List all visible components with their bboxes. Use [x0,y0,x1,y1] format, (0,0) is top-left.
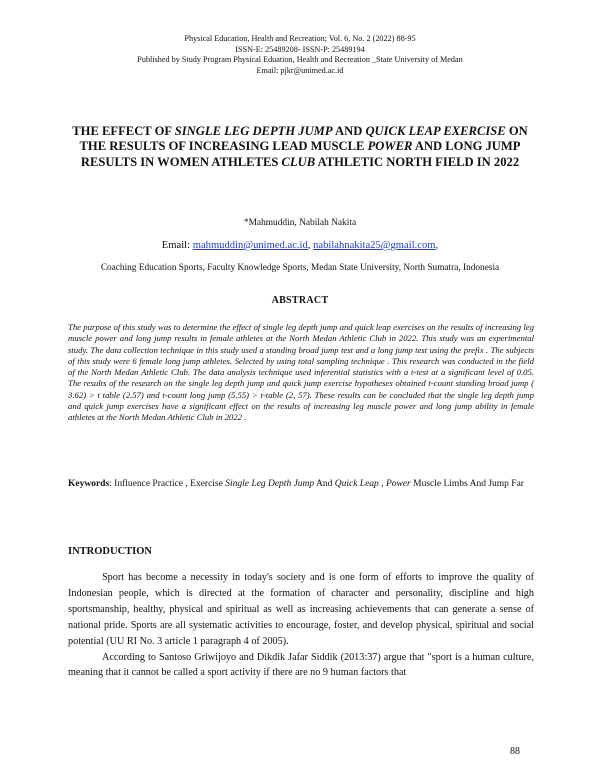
journal-email: Email: pjkr@unimed.ac.id [256,65,344,75]
paragraph: According to Santoso Griwijoyo and Dikdik Jafar Siddik (2013:37) argue that "sport is a human culture, meaning that it cannot be called a sport activity if there are no 9 human factors that [68,651,534,679]
journal-publisher: Published by Study Program Physical Eduation, Health and Recreation _State University of Medan [137,55,463,64]
journal-issn: ISSN-E: 25489208- ISSN-P: 25489194 [235,44,365,54]
abstract-text: The purpose of this study was to determine the effect of single leg depth jump and quick leap exercises on the results of increasing leg muscle power and long jump results in female athletes at the North Medan Athletic Club in 2022. This study was an experimental study. The data collection technique in this study used a standing broad jump test and a long jump test using the prefix . The subjects of this study were 6 female long jump athletes. Selected by using total sampling technique . This research was conducted in the field of the North Medan Athletic Club. The data analysis technique used inferential statistics with a t-test at a significant level of 0.05. The results of the research on the single leg depth jump and quick jump exercise hypotheses obtained t-count standing broad jump ( 3.62) > t table (2.57) and t-count long jump (5.55) > t-table (2, 57). These results can be concluded that the single leg depth jump and quick jump exercises have a significant effect on the results of increasing leg muscle power and long jump ability in female athletes at the North Medan Athletic Club in 2022 . [68,322,534,423]
page-number: 88 [510,746,520,757]
email-link-1[interactable]: mahmuddin@unimed.ac.id [192,240,308,251]
author-emails: Email: mahmuddin@unimed.ac.id, nabilahnakita25@gmail.com, [161,240,439,251]
authors: *Mahmuddin, Nabilah Nakita [243,218,357,228]
journal-citation: Physical Education, Health and Recreation; Vol. 6, No. 2 (2022) 88-95 [184,34,416,43]
section-heading-introduction: INTRODUCTION [68,546,153,557]
affiliation: Coaching Education Sports, Faculty Knowledge Sports, Medan State University, North Sumatra, Indonesia [100,263,500,273]
paragraph: Sport has become a necessity in today's society and is one form of efforts to improve the quality of Indonesian people, which is directed at the formation of character and personality, discipline and high sportsmanship, healthy, physical and spiritual as well as increasing achievements that can generate a sense of national pride. Sports are all systematic activities to encourage, foster, and develop physical, spiritual and social potential (UU RI No. 3 article 1 paragraph 4 of 2005). [68,572,534,647]
paper-title: THE EFFECT OF SINGLE LEG DEPTH JUMP AND QUICK LEAP EXERCISE ON THE RESULTS OF INCREASING LEAD MUSCLE POWER AND LONG JUMP RESULTS IN WOMEN ATHLETES CLUB ATHLETIC NORTH FIELD IN 2022 [72,124,528,169]
abstract-heading: ABSTRACT [271,295,329,306]
email-link-2[interactable]: nabilahnakita25@gmail.com [313,240,436,251]
introduction-body [68,570,534,681]
keywords: Keywords: Influence Practice , Exercise Single Leg Depth Jump And Quick Leap , Power Muscle Limbs And Jump Far [68,479,524,489]
